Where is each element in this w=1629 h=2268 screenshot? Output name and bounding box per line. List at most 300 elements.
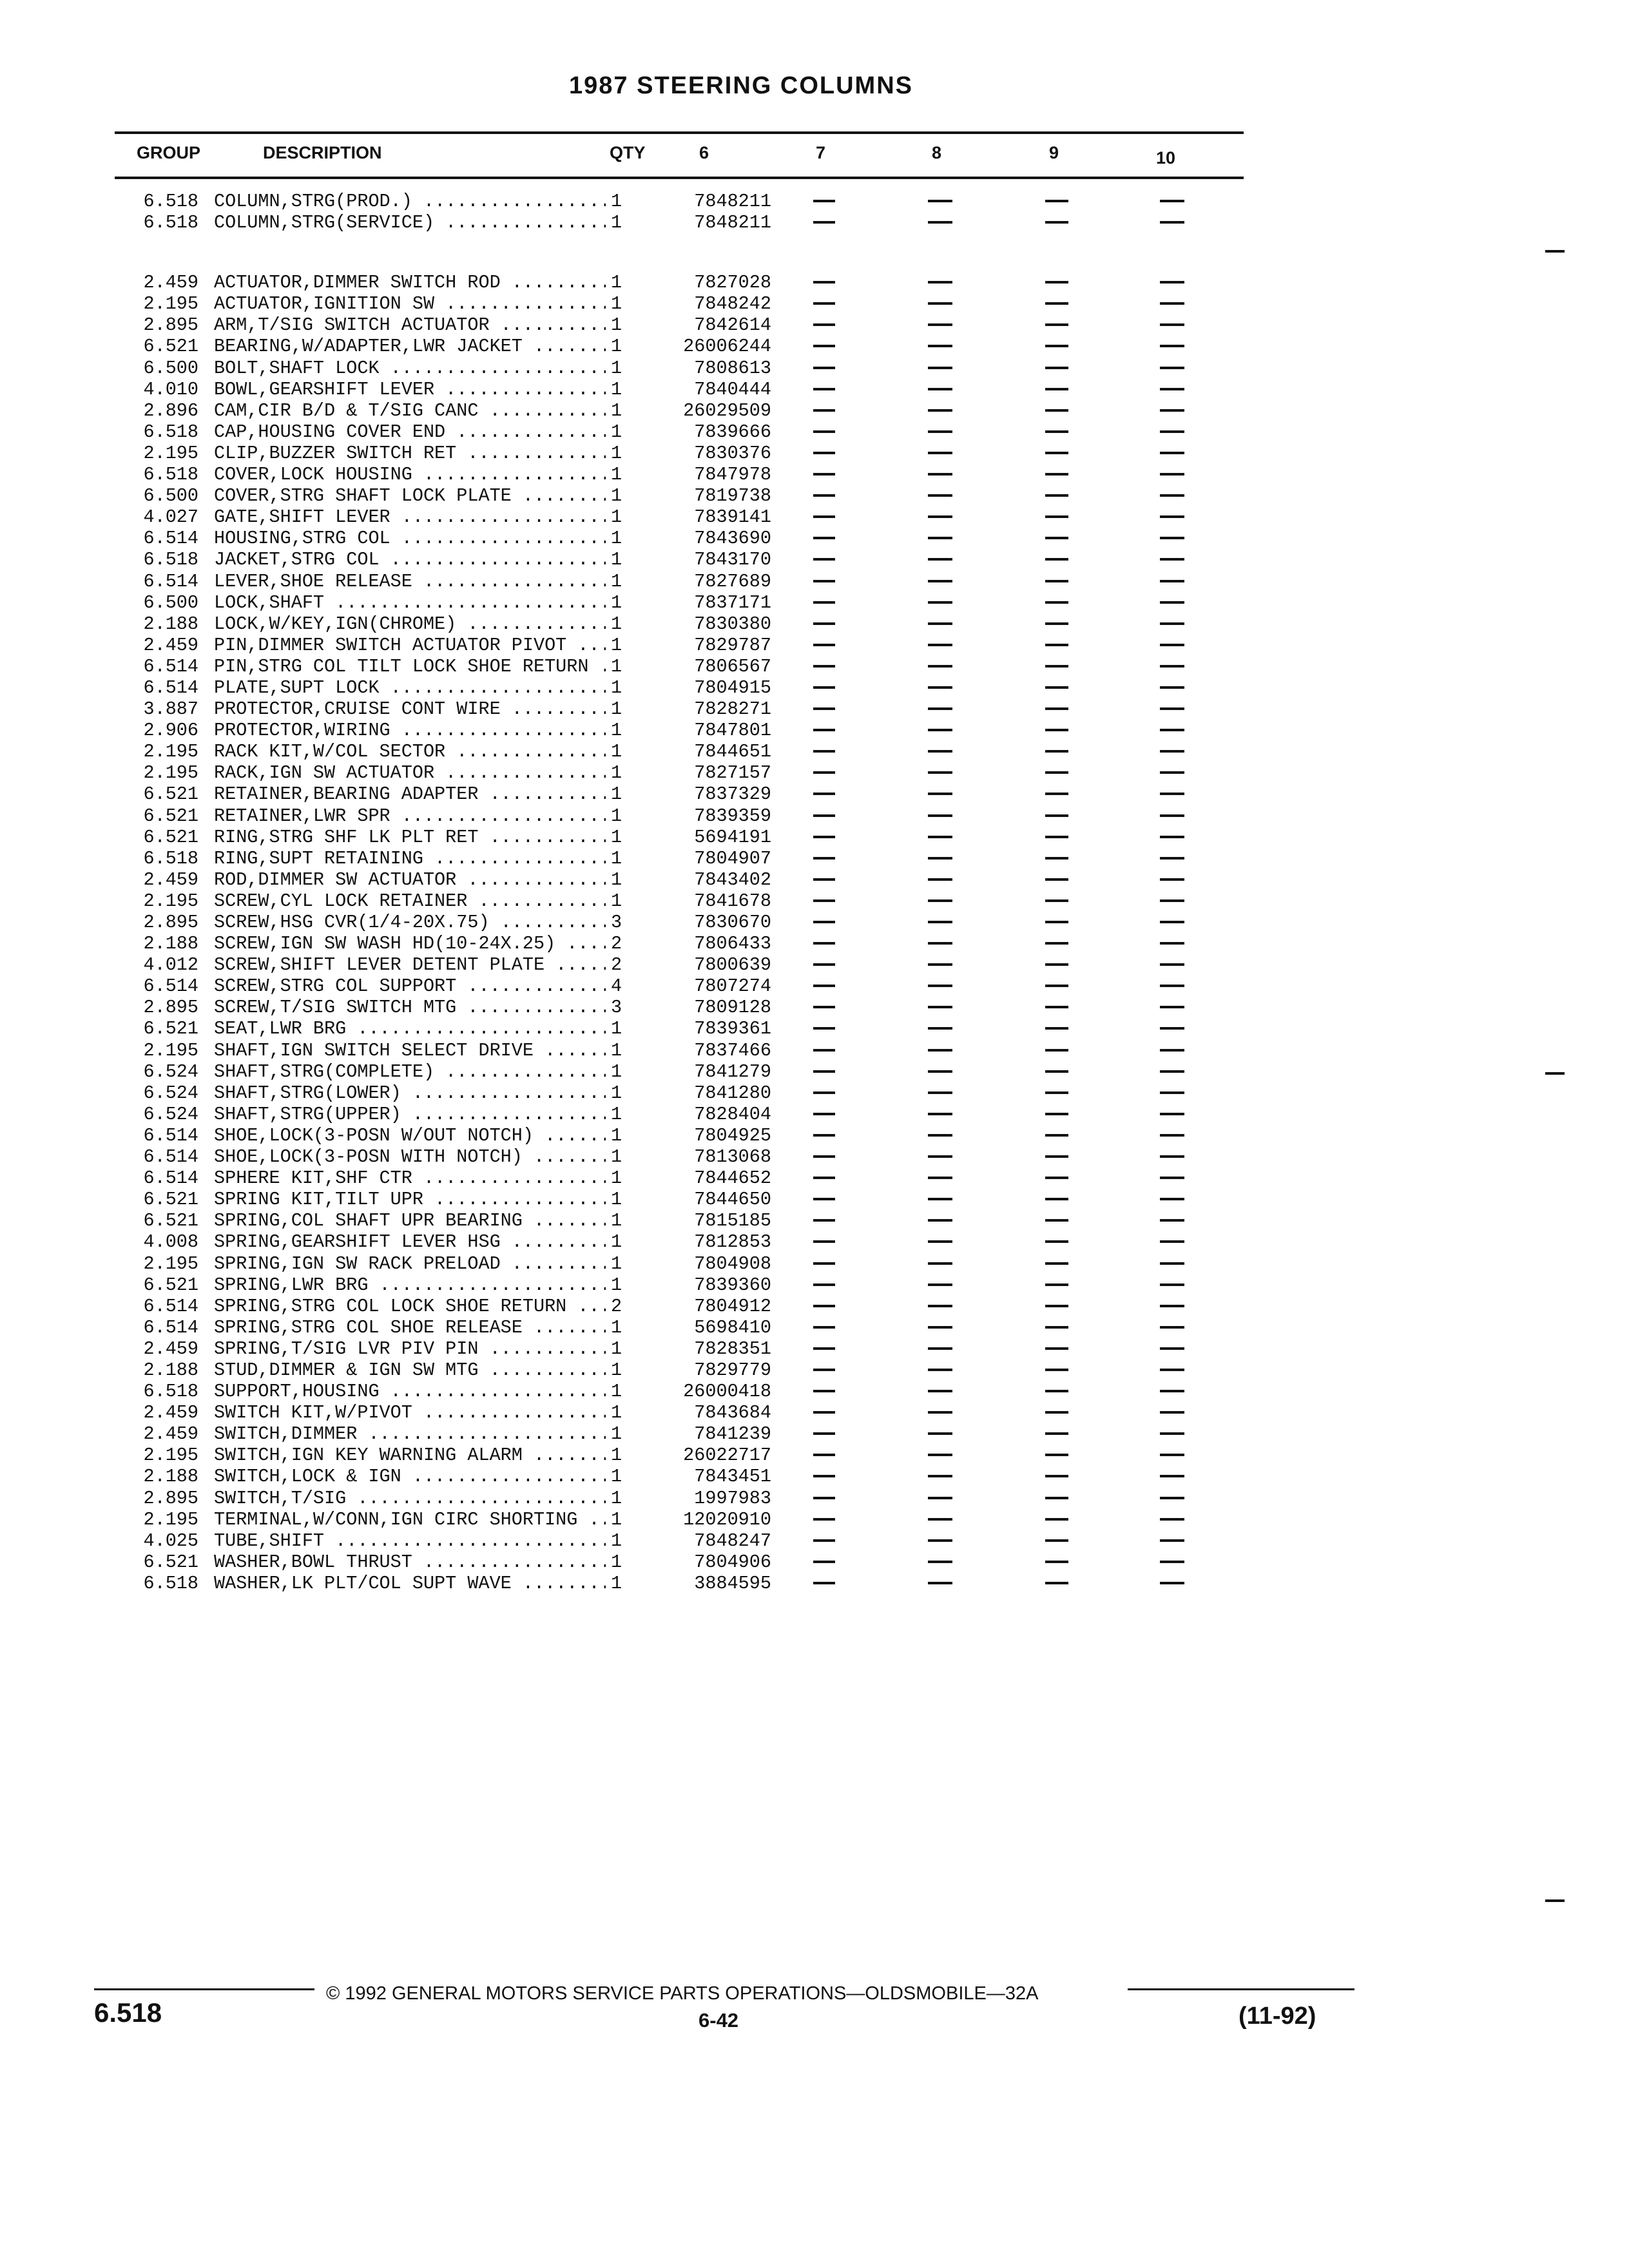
- dash-c10: [1160, 1518, 1184, 1521]
- qty-cell: 1: [611, 1402, 634, 1423]
- description-cell: BOLT,SHAFT LOCK .....: [214, 358, 606, 379]
- dash-c9: [1045, 836, 1068, 838]
- dash-c10: [1160, 601, 1184, 604]
- dash-c10: [1160, 537, 1184, 539]
- description-cell: GATE,SHIFT LEVER .....: [214, 506, 606, 528]
- dash-c9: [1045, 644, 1068, 646]
- dash-c9: [1045, 1198, 1068, 1200]
- group-cell: 2.188: [143, 1466, 198, 1488]
- table-row: [0, 1189, 1353, 1210]
- group-cell: 2.195: [143, 442, 198, 464]
- group-cell: 4.012: [143, 954, 198, 976]
- dash-c10: [1160, 686, 1184, 689]
- dash-c9: [1045, 580, 1068, 582]
- qty-cell: 1: [611, 1317, 634, 1338]
- group-cell: 6.521: [143, 336, 198, 358]
- dash-c10: [1160, 729, 1184, 731]
- dash-c7: [813, 771, 835, 774]
- table-row: [0, 656, 1353, 677]
- dash-c10: [1160, 1432, 1184, 1435]
- dash-c8: [928, 345, 952, 347]
- dash-c9: [1045, 1582, 1068, 1584]
- group-cell: 4.008: [143, 1231, 198, 1253]
- dash-c9: [1045, 622, 1068, 625]
- qty-cell: 1: [611, 485, 634, 506]
- margin-tick-mark: [1545, 1899, 1565, 1902]
- group-cell: 6.514: [143, 1124, 198, 1146]
- dash-c10: [1160, 323, 1184, 326]
- description-cell: LOCK,W/KEY,IGN(CHROME) .....: [214, 613, 606, 635]
- dash-c8: [928, 793, 952, 795]
- group-cell: 6.514: [143, 975, 198, 997]
- header-col-6: 6: [699, 143, 709, 162]
- group-cell: 6.521: [143, 1274, 198, 1296]
- dash-c10: [1160, 558, 1184, 561]
- part-number-cell: 7809128: [694, 997, 771, 1019]
- dash-c10: [1160, 665, 1184, 668]
- part-number-cell: 7800639: [694, 954, 771, 976]
- table-row: [0, 1125, 1353, 1146]
- dash-c7: [813, 323, 835, 326]
- group-cell: 6.514: [143, 1295, 198, 1317]
- dash-c9: [1045, 878, 1068, 881]
- dash-c9: [1045, 985, 1068, 987]
- table-row: [0, 827, 1353, 848]
- part-number-cell: 26000418: [683, 1381, 771, 1403]
- header-col-9: 9: [1049, 143, 1059, 162]
- group-cell: 2.459: [143, 634, 198, 656]
- dash-c8: [928, 473, 952, 476]
- qty-cell: 2: [611, 933, 634, 954]
- qty-cell: 1: [611, 635, 634, 656]
- dash-c8: [928, 1390, 952, 1392]
- dash-c8: [928, 1240, 952, 1243]
- dash-c8: [928, 1134, 952, 1137]
- description-cell: RACK KIT,W/COL SECTOR .....: [214, 741, 606, 762]
- dash-c10: [1160, 771, 1184, 774]
- dash-c8: [928, 1262, 952, 1265]
- part-number-cell: 7804906: [694, 1551, 771, 1573]
- dash-c10: [1160, 367, 1184, 369]
- part-number-cell: 26006244: [683, 336, 771, 358]
- dash-c9: [1045, 793, 1068, 795]
- group-cell: 2.195: [143, 762, 198, 784]
- qty-cell: 1: [611, 1509, 634, 1530]
- group-cell: 3.887: [143, 698, 198, 720]
- parts-table: [0, 191, 1353, 1594]
- description-cell: SPRING,COL SHAFT UPR BEARING .....: [214, 1210, 606, 1231]
- dash-c7: [813, 1411, 835, 1414]
- description-cell: SWITCH KIT,W/PIVOT .....: [214, 1402, 606, 1423]
- dash-c8: [928, 409, 952, 412]
- table-row: [0, 1082, 1353, 1104]
- description-cell: SWITCH,DIMMER .....: [214, 1423, 606, 1445]
- qty-cell: 1: [611, 783, 634, 805]
- dash-c9: [1045, 1006, 1068, 1008]
- dash-c9: [1045, 1070, 1068, 1073]
- qty-cell: 1: [611, 1530, 634, 1552]
- dash-c7: [813, 665, 835, 668]
- group-cell: 6.500: [143, 485, 198, 507]
- qty-cell: 1: [611, 336, 634, 357]
- dash-c7: [813, 221, 835, 224]
- table-row: [0, 443, 1353, 464]
- part-number-cell: 7804907: [694, 847, 771, 869]
- dash-c8: [928, 622, 952, 625]
- table-row: [0, 954, 1353, 975]
- dash-c7: [813, 1369, 835, 1371]
- group-cell: 2.188: [143, 1359, 198, 1381]
- description-cell: COVER,STRG SHAFT LOCK PLATE .....: [214, 485, 606, 506]
- description-cell: SHAFT,STRG(UPPER) .....: [214, 1104, 606, 1125]
- description-cell: SPRING,STRG COL LOCK SHOE RETURN .....: [214, 1296, 606, 1317]
- header-description: DESCRIPTION: [263, 143, 382, 162]
- description-cell: SHAFT,STRG(COMPLETE) .....: [214, 1061, 606, 1082]
- dash-c9: [1045, 1390, 1068, 1392]
- part-number-cell: 7804908: [694, 1253, 771, 1274]
- description-cell: CAM,CIR B/D & T/SIG CANC .....: [214, 400, 606, 421]
- dash-c10: [1160, 1582, 1184, 1584]
- table-row: [0, 592, 1353, 613]
- dash-c7: [813, 388, 835, 390]
- qty-cell: 1: [611, 571, 634, 592]
- description-cell: JACKET,STRG COL .....: [214, 549, 606, 570]
- part-number-cell: 7830380: [694, 613, 771, 635]
- group-cell: 6.521: [143, 1189, 198, 1211]
- dash-c8: [928, 430, 952, 433]
- group-cell: 2.459: [143, 272, 198, 294]
- qty-cell: 1: [611, 1125, 634, 1146]
- group-cell: 6.524: [143, 1061, 198, 1082]
- group-cell: 6.518: [143, 1381, 198, 1403]
- part-number-cell: 7808613: [694, 357, 771, 379]
- table-row: [0, 783, 1353, 805]
- part-number-cell: 7844651: [694, 741, 771, 763]
- qty-cell: 1: [611, 358, 634, 379]
- table-row: [0, 379, 1353, 400]
- dash-c7: [813, 473, 835, 476]
- table-row: [0, 528, 1353, 549]
- group-cell: 6.500: [143, 357, 198, 379]
- dash-c10: [1160, 345, 1184, 347]
- table-row: [0, 1253, 1353, 1274]
- table-row: [0, 1168, 1353, 1189]
- dash-c10: [1160, 1113, 1184, 1115]
- qty-cell: 1: [611, 212, 634, 233]
- dash-c10: [1160, 836, 1184, 838]
- dash-c7: [813, 1561, 835, 1563]
- dash-c8: [928, 644, 952, 646]
- dash-c7: [813, 345, 835, 347]
- dash-c10: [1160, 388, 1184, 390]
- description-cell: SPRING,IGN SW RACK PRELOAD .....: [214, 1253, 606, 1274]
- part-number-cell: 7813068: [694, 1146, 771, 1168]
- qty-cell: 1: [611, 720, 634, 741]
- dash-c9: [1045, 857, 1068, 860]
- description-cell: ACTUATOR,DIMMER SWITCH ROD .....: [214, 272, 606, 293]
- group-cell: 6.518: [143, 464, 198, 486]
- qty-cell: 2: [611, 1296, 634, 1317]
- group-cell: 6.518: [143, 847, 198, 869]
- qty-cell: 1: [611, 1168, 634, 1189]
- qty-cell: 1: [611, 1573, 634, 1594]
- dash-c8: [928, 388, 952, 390]
- dash-c8: [928, 686, 952, 689]
- dash-c9: [1045, 707, 1068, 710]
- qty-cell: 1: [611, 1253, 634, 1274]
- dash-c8: [928, 200, 952, 202]
- dash-c8: [928, 580, 952, 582]
- group-cell: 2.195: [143, 1039, 198, 1061]
- table-row: [0, 1552, 1353, 1573]
- dash-c7: [813, 1049, 835, 1052]
- qty-cell: 1: [611, 677, 634, 698]
- qty-cell: 3: [611, 997, 634, 1018]
- dash-c9: [1045, 200, 1068, 202]
- dash-c9: [1045, 1497, 1068, 1499]
- table-row: [0, 485, 1353, 506]
- dash-c8: [928, 1518, 952, 1521]
- header-top-rule: [115, 131, 1244, 134]
- dash-c7: [813, 1027, 835, 1030]
- dash-c8: [928, 1198, 952, 1200]
- table-row: [0, 358, 1353, 379]
- table-row: [0, 1104, 1353, 1125]
- dash-c9: [1045, 1305, 1068, 1307]
- qty-cell: 1: [611, 528, 634, 549]
- group-cell: 2.188: [143, 613, 198, 635]
- table-row: [0, 848, 1353, 869]
- dash-c7: [813, 1390, 835, 1392]
- qty-cell: 1: [611, 1338, 634, 1360]
- dash-c10: [1160, 1305, 1184, 1307]
- table-row: [0, 1210, 1353, 1231]
- footer-copyright: © 1992 GENERAL MOTORS SERVICE PARTS OPERATIONS—OLDSMOBILE—32A: [326, 1983, 1039, 2004]
- qty-cell: 1: [611, 656, 634, 677]
- group-cell: 2.895: [143, 912, 198, 933]
- description-cell: SWITCH,IGN KEY WARNING ALARM .....: [214, 1445, 606, 1466]
- dash-c7: [813, 836, 835, 838]
- dash-c9: [1045, 494, 1068, 497]
- table-row: [0, 613, 1353, 635]
- part-number-cell: 7827028: [694, 272, 771, 294]
- part-number-cell: 7806567: [694, 655, 771, 677]
- qty-cell: 1: [611, 613, 634, 635]
- part-number-cell: 3884595: [694, 1572, 771, 1594]
- description-cell: SPRING,T/SIG LVR PIV PIN .....: [214, 1338, 606, 1360]
- qty-cell: 1: [611, 1040, 634, 1061]
- dash-c8: [928, 281, 952, 284]
- part-number-cell: 7837466: [694, 1039, 771, 1061]
- group-cell: 2.459: [143, 1338, 198, 1360]
- dash-c10: [1160, 1283, 1184, 1286]
- dash-c8: [928, 1369, 952, 1371]
- dash-c10: [1160, 1454, 1184, 1456]
- qty-cell: 1: [611, 869, 634, 890]
- group-cell: 2.195: [143, 1445, 198, 1466]
- header-group: GROUP: [137, 143, 201, 162]
- table-row: [0, 635, 1353, 656]
- group-cell: 2.195: [143, 1508, 198, 1530]
- header-col-10: 10: [1156, 148, 1176, 168]
- qty-cell: 1: [611, 443, 634, 464]
- part-number-cell: 7828351: [694, 1338, 771, 1360]
- dash-c10: [1160, 1219, 1184, 1222]
- part-number-cell: 7841678: [694, 890, 771, 912]
- dash-c10: [1160, 1262, 1184, 1265]
- description-cell: SPRING,LWR BRG .....: [214, 1274, 606, 1296]
- group-cell: 6.521: [143, 1210, 198, 1232]
- part-number-cell: 7841279: [694, 1061, 771, 1082]
- dash-c8: [928, 1219, 952, 1222]
- dash-c8: [928, 750, 952, 753]
- dash-c8: [928, 1561, 952, 1563]
- table-row: [0, 1488, 1353, 1509]
- dash-c9: [1045, 1091, 1068, 1094]
- description-cell: RING,STRG SHF LK PLT RET .....: [214, 827, 606, 848]
- dash-c7: [813, 1326, 835, 1329]
- part-number-cell: 7839666: [694, 421, 771, 443]
- part-number-cell: 7841280: [694, 1082, 771, 1104]
- dash-c8: [928, 1027, 952, 1030]
- dash-c10: [1160, 1049, 1184, 1052]
- dash-c8: [928, 1155, 952, 1158]
- header-bottom-rule: [115, 177, 1244, 179]
- dash-c9: [1045, 814, 1068, 817]
- group-cell: 6.514: [143, 655, 198, 677]
- qty-cell: 1: [611, 1061, 634, 1082]
- part-number-cell: 7829779: [694, 1359, 771, 1381]
- part-number-cell: 7839361: [694, 1018, 771, 1040]
- dash-c7: [813, 1240, 835, 1243]
- dash-c9: [1045, 1475, 1068, 1477]
- qty-cell: 1: [611, 1274, 634, 1296]
- part-number-cell: 7848211: [694, 212, 771, 234]
- description-cell: SHAFT,IGN SWITCH SELECT DRIVE .....: [214, 1040, 606, 1061]
- description-cell: SCREW,HSG CVR(1/4-20X.75) .....: [214, 912, 606, 933]
- dash-c9: [1045, 367, 1068, 369]
- group-cell: 6.518: [143, 1572, 198, 1594]
- dash-c10: [1160, 281, 1184, 284]
- description-cell: BOWL,GEARSHIFT LEVER .....: [214, 379, 606, 400]
- group-cell: 6.514: [143, 570, 198, 592]
- dash-c8: [928, 1475, 952, 1477]
- description-cell: BEARING,W/ADAPTER,LWR JACKET .....: [214, 336, 606, 357]
- dash-c8: [928, 1305, 952, 1307]
- dash-c7: [813, 1262, 835, 1265]
- dash-c10: [1160, 515, 1184, 518]
- dash-c10: [1160, 750, 1184, 753]
- table-row: [0, 997, 1353, 1018]
- description-cell: CAP,HOUSING COVER END .....: [214, 421, 606, 443]
- dash-c7: [813, 644, 835, 646]
- group-cell: 2.459: [143, 1423, 198, 1445]
- dash-c7: [813, 494, 835, 497]
- part-number-cell: 7844650: [694, 1189, 771, 1211]
- dash-c7: [813, 1091, 835, 1094]
- table-row: [0, 805, 1353, 827]
- dash-c7: [813, 1070, 835, 1073]
- dash-c10: [1160, 1027, 1184, 1030]
- dash-c9: [1045, 281, 1068, 284]
- dash-c10: [1160, 452, 1184, 454]
- group-cell: 2.195: [143, 741, 198, 763]
- dash-c7: [813, 1006, 835, 1008]
- qty-cell: 1: [611, 848, 634, 869]
- part-number-cell: 7848247: [694, 1530, 771, 1552]
- dash-c8: [928, 1582, 952, 1584]
- part-number-cell: 7848242: [694, 293, 771, 315]
- qty-cell: 1: [611, 1488, 634, 1509]
- dash-c9: [1045, 1240, 1068, 1243]
- dash-c8: [928, 601, 952, 604]
- dash-c9: [1045, 963, 1068, 966]
- group-cell: 2.195: [143, 1253, 198, 1274]
- group-cell: 6.514: [143, 1316, 198, 1338]
- dash-c9: [1045, 558, 1068, 561]
- footer-date: (11-92): [1239, 2003, 1316, 2030]
- qty-cell: 1: [611, 827, 634, 848]
- dash-c7: [813, 200, 835, 202]
- description-cell: RING,SUPT RETAINING .....: [214, 848, 606, 869]
- group-cell: 6.518: [143, 212, 198, 234]
- part-number-cell: 7828271: [694, 698, 771, 720]
- dash-c7: [813, 1283, 835, 1286]
- dash-c8: [928, 942, 952, 945]
- dash-c9: [1045, 750, 1068, 753]
- dash-c8: [928, 1326, 952, 1329]
- description-cell: SPRING KIT,TILT UPR .....: [214, 1189, 606, 1210]
- qty-cell: 1: [611, 314, 634, 336]
- description-cell: SHOE,LOCK(3-POSN W/OUT NOTCH) .....: [214, 1125, 606, 1146]
- dash-c9: [1045, 221, 1068, 224]
- dash-c9: [1045, 729, 1068, 731]
- part-number-cell: 5698410: [694, 1316, 771, 1338]
- part-number-cell: 7828404: [694, 1103, 771, 1125]
- group-cell: 6.521: [143, 1018, 198, 1040]
- dash-c7: [813, 1155, 835, 1158]
- dash-c8: [928, 494, 952, 497]
- table-row: [0, 1296, 1353, 1317]
- dash-c9: [1045, 1326, 1068, 1329]
- dash-c9: [1045, 1347, 1068, 1350]
- header-qty: QTY: [610, 143, 646, 162]
- part-number-cell: 7839359: [694, 805, 771, 827]
- footer-right-rule: [1128, 1988, 1354, 1990]
- dash-c8: [928, 729, 952, 731]
- dash-c8: [928, 963, 952, 966]
- qty-cell: 1: [611, 698, 634, 720]
- dash-c8: [928, 537, 952, 539]
- dash-c9: [1045, 515, 1068, 518]
- part-number-cell: 7830376: [694, 442, 771, 464]
- part-number-cell: 7804915: [694, 677, 771, 698]
- dash-c9: [1045, 1561, 1068, 1563]
- table-row: [0, 1423, 1353, 1445]
- dash-c7: [813, 1497, 835, 1499]
- dash-c7: [813, 558, 835, 561]
- qty-cell: 1: [611, 1231, 634, 1253]
- qty-cell: 1: [611, 464, 634, 485]
- description-cell: SWITCH,T/SIG .....: [214, 1488, 606, 1509]
- dash-c10: [1160, 221, 1184, 224]
- description-cell: COLUMN,STRG(SERVICE) .....: [214, 212, 606, 233]
- group-cell: 6.514: [143, 1168, 198, 1189]
- part-number-cell: 7827157: [694, 762, 771, 784]
- table-row: [0, 293, 1353, 314]
- group-cell: 6.518: [143, 421, 198, 443]
- qty-cell: 1: [611, 1210, 634, 1231]
